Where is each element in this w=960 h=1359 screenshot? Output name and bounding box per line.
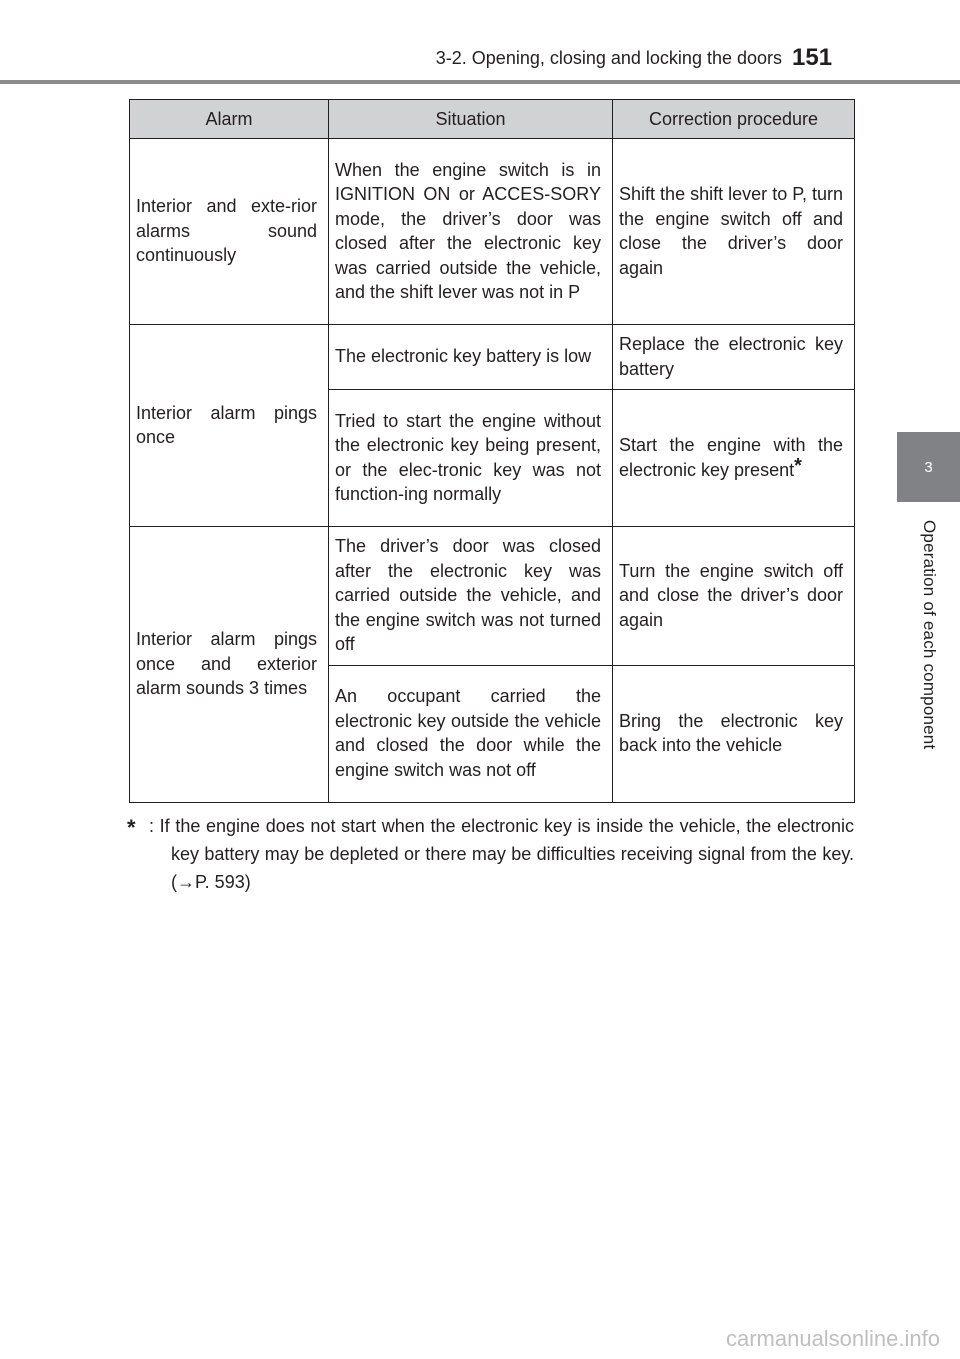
alarm-cell: Interior and exte-rior alarms sound continuously <box>130 139 329 325</box>
footnote-text: : If the engine does not start when the electronic key is inside the vehicle, the electronic key battery may be depleted or there may be difficulties receiving signal from the key. (→P. 593) <box>149 816 854 892</box>
correction-cell: Bring the electronic key back into the vehicle <box>613 665 855 802</box>
situation-cell: The electronic key battery is low <box>329 325 613 390</box>
alarm-table <box>129 99 855 803</box>
column-header-situation: Situation <box>329 100 613 139</box>
alarm-cell: Interior alarm pings once <box>130 325 329 527</box>
header-divider <box>0 80 960 84</box>
footnote-star: * <box>127 815 136 840</box>
correction-cell <box>613 390 855 527</box>
table-row <box>130 325 855 390</box>
chapter-number: 3 <box>924 458 933 476</box>
footnote-marker: * <box>794 454 802 477</box>
situation-cell: The driver’s door was closed after the electronic key was carried outside the vehicle, and the engine switch was not turned off <box>329 527 613 666</box>
correction-text: Start the engine with the electronic key present <box>619 435 843 480</box>
watermark: carmanualsonline.info <box>725 1326 940 1351</box>
column-header-alarm: Alarm <box>130 100 329 139</box>
situation-cell: When the engine switch is in IGNITION ON or ACCES-SORY mode, the driver’s door was closed after the electronic key was carried outside the vehicle, and the shift lever was not in P <box>329 139 613 325</box>
chapter-label: Operation of each component <box>920 520 939 750</box>
correction-cell: Turn the engine switch off and close the driver’s door again <box>613 527 855 666</box>
chapter-tab <box>897 432 960 502</box>
table-header-row <box>130 100 855 139</box>
table-row <box>130 527 855 666</box>
situation-cell: An occupant carried the electronic key outside the vehicle and closed the door while the engine switch was not off <box>329 665 613 802</box>
situation-cell: Tried to start the engine without the electronic key being present, or the elec-tronic key was not function-ing normally <box>329 390 613 527</box>
column-header-correction: Correction procedure <box>613 100 855 139</box>
footnote <box>127 812 854 896</box>
table-row <box>130 139 855 325</box>
correction-cell: Shift the shift lever to P, turn the engine switch off and close the driver’s door again <box>613 139 855 325</box>
page-number: 151 <box>792 44 833 71</box>
alarm-cell: Interior alarm pings once and exterior alarm sounds 3 times <box>130 527 329 803</box>
correction-cell: Replace the electronic key battery <box>613 325 855 390</box>
page-header-title: 3-2. Opening, closing and locking the doors <box>435 48 782 68</box>
